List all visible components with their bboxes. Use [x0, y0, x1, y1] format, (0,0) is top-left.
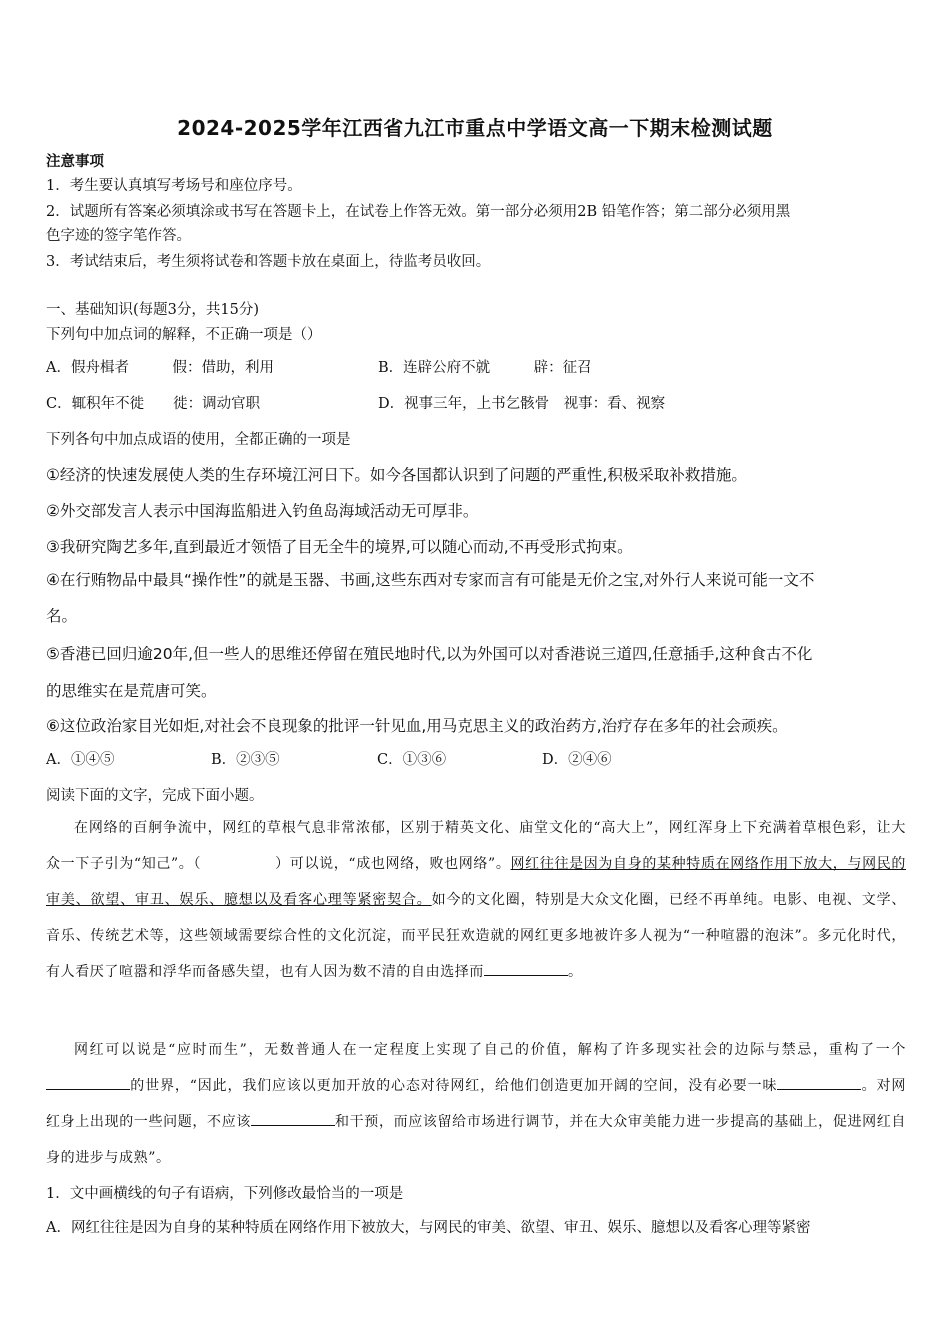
section-heading: 一、基础知识(每题3分，共15分): [46, 302, 259, 318]
question-stem: 1．文中画横线的句子有语病，下列修改最恰当的一项是: [46, 1186, 404, 1202]
notice-heading: 注意事项: [46, 154, 104, 170]
notice-item: 1．考生要认真填写考场号和座位序号。: [46, 178, 302, 194]
option-a: A．假舟楫者 假：借助，利用: [46, 360, 274, 376]
paragraph-text: 网红可以说是“应时而生”，无数普通人在一定程度上实现了自己的价值，解构了许多现实社会的边际与禁忌，重构了一个: [74, 1042, 906, 1058]
question-stem: 下列句中加点词的解释，不正确一项是（）: [46, 327, 322, 343]
fill-blank: [46, 1075, 130, 1090]
idiom-sentence: ③我研究陶艺多年,直到最近才领悟了目无全牛的境界,可以随心而动,不再受形式拘束。: [46, 538, 633, 556]
exam-title: 2024-2025学年江西省九江市重点中学语文高一下期末检测试题: [177, 116, 773, 140]
option-b: B．②③⑤: [211, 752, 280, 768]
paragraph-text: 的世界，“因此，我们应该以更加开放的心态对待网红，给他们创造更加开阔的空间，没有必要一味: [130, 1078, 778, 1094]
notice-item: 3．考试结束后，考生须将试卷和答题卡放在桌面上，待监考员收回。: [46, 254, 491, 270]
fill-blank: [484, 961, 568, 976]
option-c: C．①③⑥: [377, 752, 447, 768]
paragraph-text: 在网络的百舸争流中，网红的草根气息非常浓郁，区别于精英文化、庙堂文化的“高大上”，网红浑身上下充满着草根色彩，让大众一下子引为“知己”。（: [46, 820, 906, 872]
reading-paragraph: [46, 1032, 906, 1176]
idiom-sentence: ④在行贿物品中最具“操作性”的就是玉器、书画,这些东西对专家而言有可能是无价之宝,对外行人来说可能一文不: [46, 571, 815, 589]
reading-paragraph: [46, 810, 906, 990]
option-d: D．视事三年，上书乞骸骨 视事：看、视察: [378, 396, 666, 412]
fill-blank: [251, 1111, 335, 1126]
idiom-sentence: ⑤香港已回归逾20年,但一些人的思维还停留在殖民地时代,以为外国可以对香港说三道四,任意插手,这种食古不化: [46, 645, 813, 663]
idiom-sentence: ⑥这位政治家目光如炬,对社会不良现象的批评一针见血,用马克思主义的政治药方,治疗存在多年的社会顽疾。: [46, 717, 788, 735]
option-b: B．连辟公府不就 辟：征召: [378, 360, 592, 376]
question-stem: 下列各句中加点成语的使用，全都正确的一项是: [46, 432, 351, 448]
reading-intro: 阅读下面的文字，完成下面小题。: [46, 788, 264, 804]
paragraph-text: ）可以说，“成也网络，败也网络”。: [275, 856, 511, 872]
paragraph-text: 和干预，而应该留给市场进行调节，并在大众审美能力进一步提高的基础上，促进网红自身的进步与成熟”。: [46, 1114, 906, 1166]
option-a: A．①④⑤: [46, 752, 115, 768]
option-a: A．网红往往是因为自身的某种特质在网络作用下被放大，与网民的审美、欲望、审丑、娱乐、臆想以及看客心理等紧密: [46, 1220, 811, 1236]
option-c: C．辄积年不徙 徙：调动官职: [46, 396, 261, 412]
paragraph-text: 。: [568, 964, 583, 980]
notice-item: 2．试题所有答案必须填涂或书写在答题卡上，在试卷上作答无效。第一部分必须用2B 铅笔作答；第二部分必须用黑: [46, 204, 791, 220]
idiom-sentence: ①经济的快速发展使人类的生存环境江河日下。如今各国都认识到了问题的严重性,积极采取补救措施。: [46, 466, 747, 484]
paragraph-text: 如今的文化圈，特别是大众文化圈，已经不再单纯。电影、电视、文学、音乐、传统艺术等，这些领域需要综合性的文化沉淀，而平民狂欢造就的网红更多地被许多人视为“一种喧嚣的泡沫”。多元化时代，有人看厌了喧嚣和浮华而备感失望，也有人因为数不清的自由选择而: [46, 892, 906, 980]
option-d: D．②④⑥: [542, 752, 612, 768]
idiom-sentence: 的思维实在是荒唐可笑。: [46, 682, 217, 700]
idiom-sentence: ②外交部发言人表示中国海监船进入钓鱼岛海域活动无可厚非。: [46, 502, 479, 520]
underlined-sentence: 网红往往是因为自身的某种特质在网络作用下放大，与网民的审美、欲望、审丑、娱乐、臆想以及看客心理等紧密契合。: [46, 856, 906, 908]
paragraph-text: 。对网红身上出现的一些问题，不应该: [46, 1078, 906, 1130]
fill-blank: [777, 1075, 861, 1090]
notice-item: 色字迹的签字笔作答。: [46, 228, 191, 244]
idiom-sentence: 名。: [46, 607, 78, 625]
